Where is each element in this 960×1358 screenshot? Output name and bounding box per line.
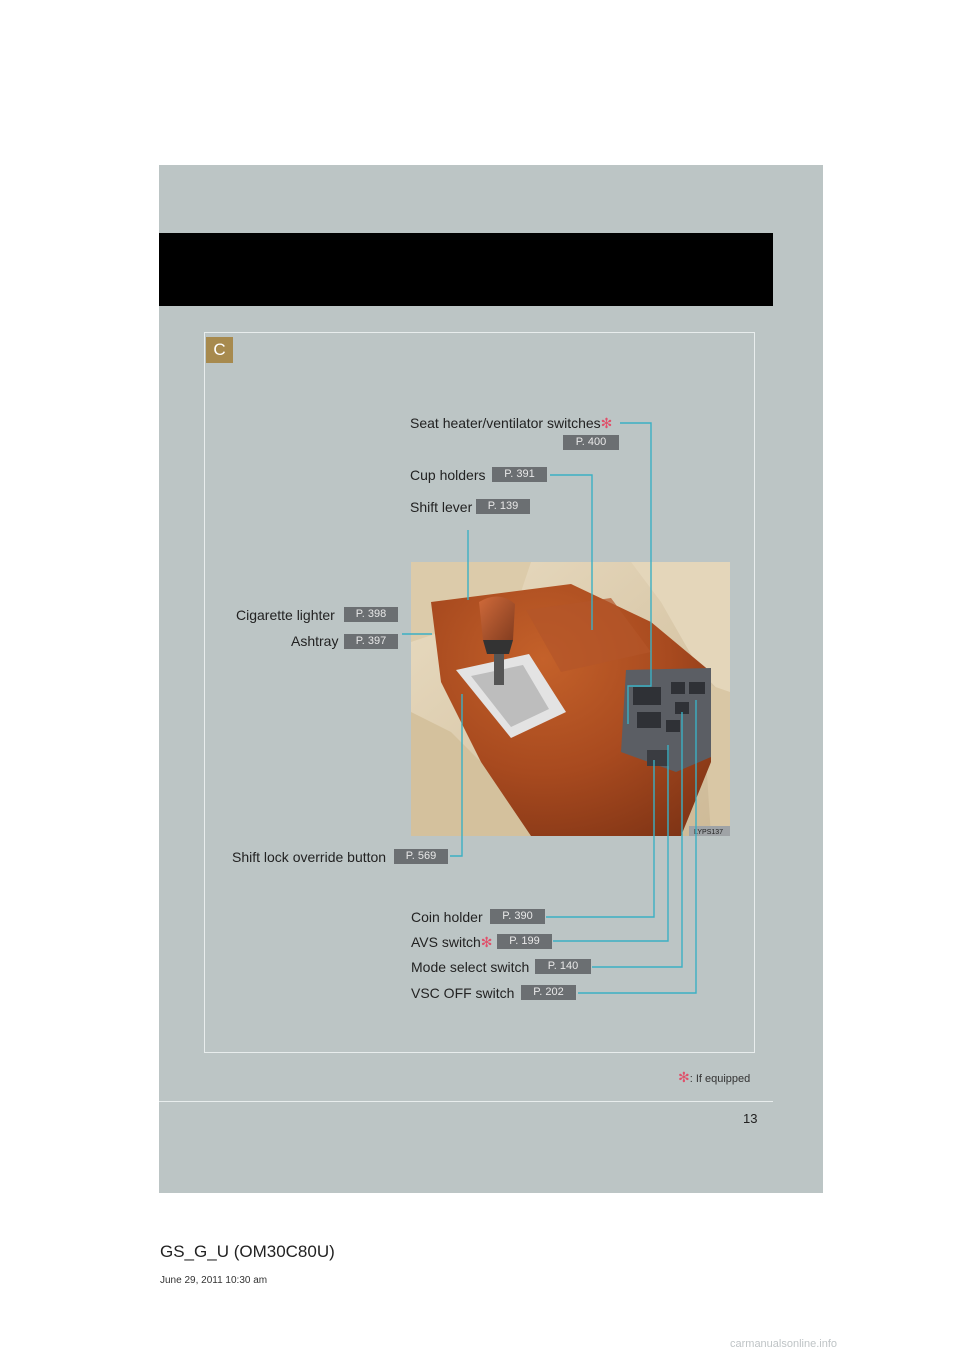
vsc-off-label: VSC OFF switch [411,985,515,1001]
photo-code: LYPS137 [694,829,724,836]
center-console-photo [411,562,730,836]
cup-holders-label: Cup holders [410,467,486,483]
equipped-star-icon: ✻ [600,415,613,431]
mode-select-label: Mode select switch [411,959,530,975]
cigarette-lighter-ref[interactable]: P. 398 [344,607,398,622]
avs-switch-ref[interactable]: P. 199 [497,934,552,949]
mode-select-ref[interactable]: P. 140 [535,959,591,974]
footnote: ✻: If equipped [678,1069,751,1085]
equipped-star-icon: ✻ [480,934,493,950]
section-badge: C [206,337,233,363]
page-number: 13 [743,1111,758,1126]
shift-lever-label: Shift lever [410,499,473,515]
footer-divider [159,1101,773,1102]
avs-switch-label: AVS switch✻ [411,934,493,950]
coin-holder-label: Coin holder [411,909,483,925]
seat-heater-label: Seat heater/ventilator switches✻ [410,415,613,431]
vsc-off-ref[interactable]: P. 202 [521,985,576,1000]
watermark: carmanualsonline.info [730,1338,838,1350]
seat-heater-ref[interactable]: P. 400 [563,435,619,450]
cup-holders-ref[interactable]: P. 391 [492,467,547,482]
header-bar [159,233,773,306]
shift-lock-ref[interactable]: P. 569 [394,849,448,864]
footer-title: GS_G_U (OM30C80U) [160,1242,335,1261]
footer-date: June 29, 2011 10:30 am [160,1275,268,1286]
cigarette-lighter-label: Cigarette lighter [236,607,335,623]
coin-holder-ref[interactable]: P. 390 [490,909,545,924]
shift-lever-ref[interactable]: P. 139 [476,499,530,514]
shift-lock-label: Shift lock override button [232,849,387,865]
equipped-star-icon: ✻ [678,1069,690,1085]
ashtray-ref[interactable]: P. 397 [344,634,398,649]
ashtray-label: Ashtray [291,633,339,649]
